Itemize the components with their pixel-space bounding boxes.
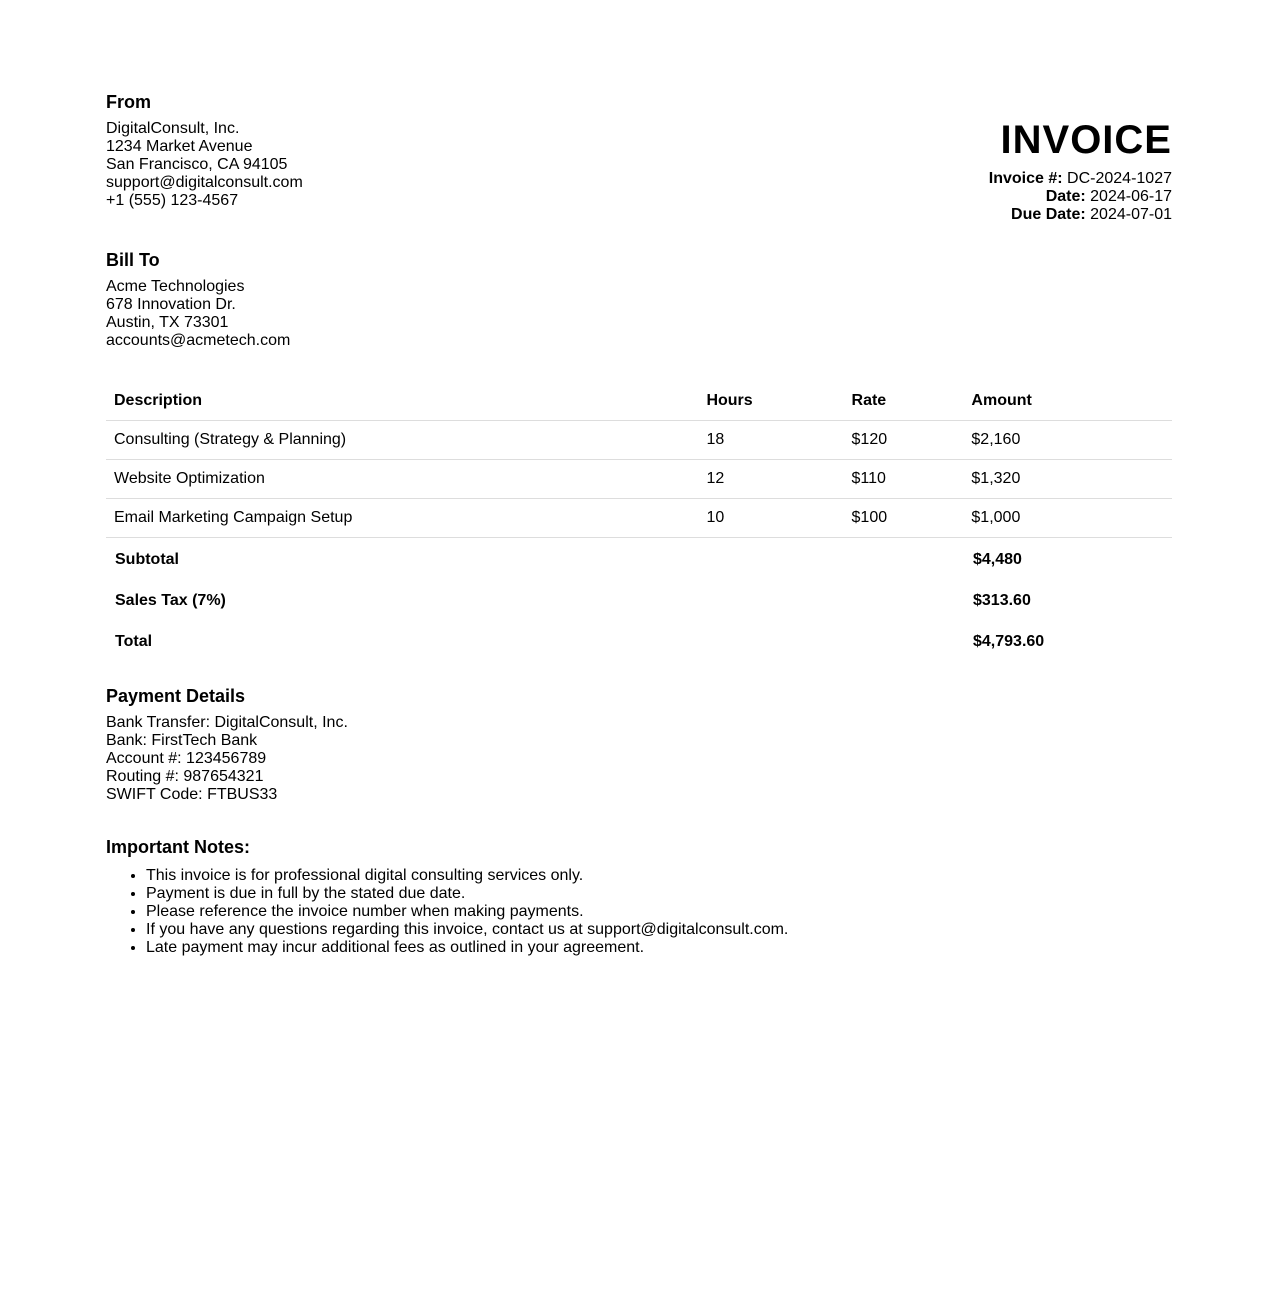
invoice-date-row	[989, 188, 1172, 206]
from-heading: From	[106, 92, 151, 112]
invoice-header	[989, 118, 1172, 224]
list-item: • Please reference the invoice number when making payments.	[146, 903, 1006, 921]
table-row	[106, 460, 1172, 499]
invoice-number-label: Invoice #:	[988, 170, 1063, 187]
row-amount: $1,320	[963, 460, 1172, 499]
row-description: Email Marketing Campaign Setup	[106, 499, 698, 538]
row-hours: 12	[698, 460, 843, 499]
payment-bank: Bank: FirstTech Bank	[106, 732, 258, 749]
payment-swift: SWIFT Code: FTBUS33	[106, 786, 278, 803]
row-description: Consulting (Strategy & Planning)	[106, 421, 698, 460]
invoice-number-row	[989, 170, 1172, 188]
payment-account: Account #: 123456789	[106, 750, 267, 767]
header-hours: Hours	[698, 382, 843, 421]
header-description: Description	[106, 382, 698, 421]
line-items-table	[106, 382, 1172, 538]
important-notes-section	[106, 837, 1006, 957]
bill-to-section	[106, 250, 506, 350]
list-item: • If you have any questions regarding this invoice, contact us at support@digitalconsult.com.	[146, 921, 1006, 939]
from-street: 1234 Market Avenue	[106, 138, 253, 155]
total-value: $4,793.60	[973, 632, 1045, 650]
invoice-number-value: DC-2024-1027	[1067, 170, 1172, 187]
from-email: support@digitalconsult.com	[106, 174, 303, 191]
table-row	[106, 499, 1172, 538]
from-company: DigitalConsult, Inc.	[106, 120, 240, 137]
total-label: Total	[115, 632, 153, 650]
from-phone: +1 (555) 123-4567	[106, 192, 239, 209]
total-row	[106, 621, 1172, 662]
payment-bank-transfer: Bank Transfer: DigitalConsult, Inc.	[106, 714, 348, 731]
invoice-title: INVOICE	[1000, 118, 1172, 162]
table-header-row	[106, 382, 1172, 421]
row-rate: $120	[844, 421, 964, 460]
row-hours: 18	[698, 421, 843, 460]
row-rate: $110	[844, 460, 964, 499]
row-amount: $1,000	[963, 499, 1172, 538]
bill-to-city: Austin, TX 73301	[106, 314, 229, 331]
payment-heading: Payment Details	[106, 686, 246, 706]
bill-to-company: Acme Technologies	[106, 278, 245, 295]
list-item: • Late payment may incur additional fees as outlined in your agreement.	[146, 939, 1006, 957]
tax-value: $313.60	[973, 591, 1031, 609]
notes-heading: Important Notes:	[106, 837, 250, 857]
bill-to-email: accounts@acmetech.com	[106, 332, 291, 349]
from-city: San Francisco, CA 94105	[106, 156, 288, 173]
row-rate: $100	[844, 499, 964, 538]
row-amount: $2,160	[963, 421, 1172, 460]
from-section	[106, 92, 506, 210]
invoice-due-row	[989, 206, 1172, 224]
row-hours: 10	[698, 499, 843, 538]
subtotal-value: $4,480	[973, 550, 1022, 568]
list-item: • Payment is due in full by the stated due date.	[146, 885, 1006, 903]
tax-row	[106, 580, 1172, 621]
table-row	[106, 421, 1172, 460]
invoice-due-label: Due Date:	[1011, 206, 1086, 223]
bill-to-heading: Bill To	[106, 250, 160, 270]
invoice-date-label: Date:	[1045, 188, 1086, 205]
subtotal-label: Subtotal	[115, 550, 179, 568]
invoice-due-value: 2024-07-01	[1090, 206, 1172, 223]
header-rate: Rate	[844, 382, 964, 421]
notes-list	[106, 867, 1006, 957]
subtotal-row	[106, 539, 1172, 580]
bill-to-street: 678 Innovation Dr.	[106, 296, 236, 313]
list-item: • This invoice is for professional digital consulting services only.	[146, 867, 1006, 885]
header-amount: Amount	[963, 382, 1172, 421]
totals-table	[106, 539, 1172, 662]
tax-label: Sales Tax (7%)	[115, 591, 226, 609]
payment-routing: Routing #: 987654321	[106, 768, 264, 785]
invoice-date-value: 2024-06-17	[1090, 188, 1172, 205]
payment-details-section	[106, 686, 606, 804]
row-description: Website Optimization	[106, 460, 698, 499]
